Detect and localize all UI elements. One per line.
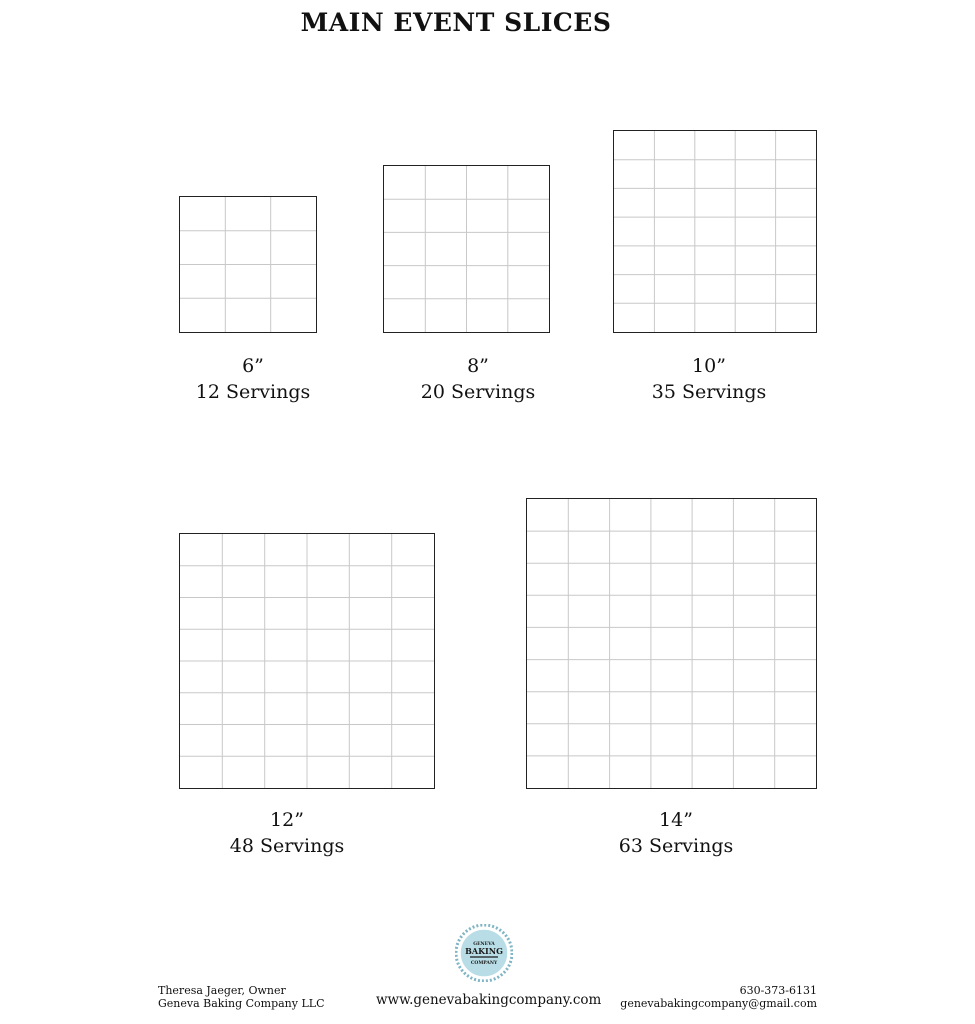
cake-size-label: 14” — [659, 809, 693, 831]
cake-servings-label: 12 Servings — [195, 381, 311, 403]
cake-6-inch-caption — [168, 353, 338, 405]
geneva-baking-company-logo — [455, 924, 513, 982]
page-title: MAIN EVENT SLICES — [300, 8, 612, 37]
cake-servings-label: 35 Servings — [651, 381, 767, 403]
cake-servings-label: 20 Servings — [420, 381, 536, 403]
cake-10-inch-grid — [613, 130, 817, 333]
cake-8-inch-grid — [383, 165, 550, 333]
cake-14-inch-caption — [591, 807, 761, 859]
logo-text-bottom: COMPANY — [470, 961, 498, 966]
logo-text-main: BAKING — [465, 946, 503, 956]
cake-size-label: 8” — [467, 355, 489, 377]
logo-text-top: GENEVA — [473, 942, 495, 947]
cake-8-inch-caption — [393, 353, 563, 405]
cake-size-label: 10” — [692, 355, 726, 377]
footer-website[interactable]: www.genevabakingcompany.com — [376, 992, 602, 1008]
cake-servings-label: 48 Servings — [229, 835, 345, 857]
cake-size-label: 6” — [242, 355, 264, 377]
footer-company: Geneva Baking Company LLC — [158, 997, 325, 1010]
cake-12-inch-caption — [202, 807, 372, 859]
cake-12-inch-grid — [179, 533, 435, 789]
footer-phone: 630-373-6131 — [739, 984, 817, 997]
footer-owner-block — [158, 984, 325, 1010]
cake-size-label: 12” — [270, 809, 304, 831]
cake-14-inch-grid — [526, 498, 817, 789]
footer-owner: Theresa Jaeger, Owner — [158, 984, 286, 997]
footer-contact-block — [620, 984, 817, 1010]
cake-servings-label: 63 Servings — [618, 835, 734, 857]
footer-email[interactable]: genevabakingcompany@gmail.com — [620, 997, 817, 1010]
cake-6-inch-grid — [179, 196, 317, 333]
cake-10-inch-caption — [624, 353, 794, 405]
